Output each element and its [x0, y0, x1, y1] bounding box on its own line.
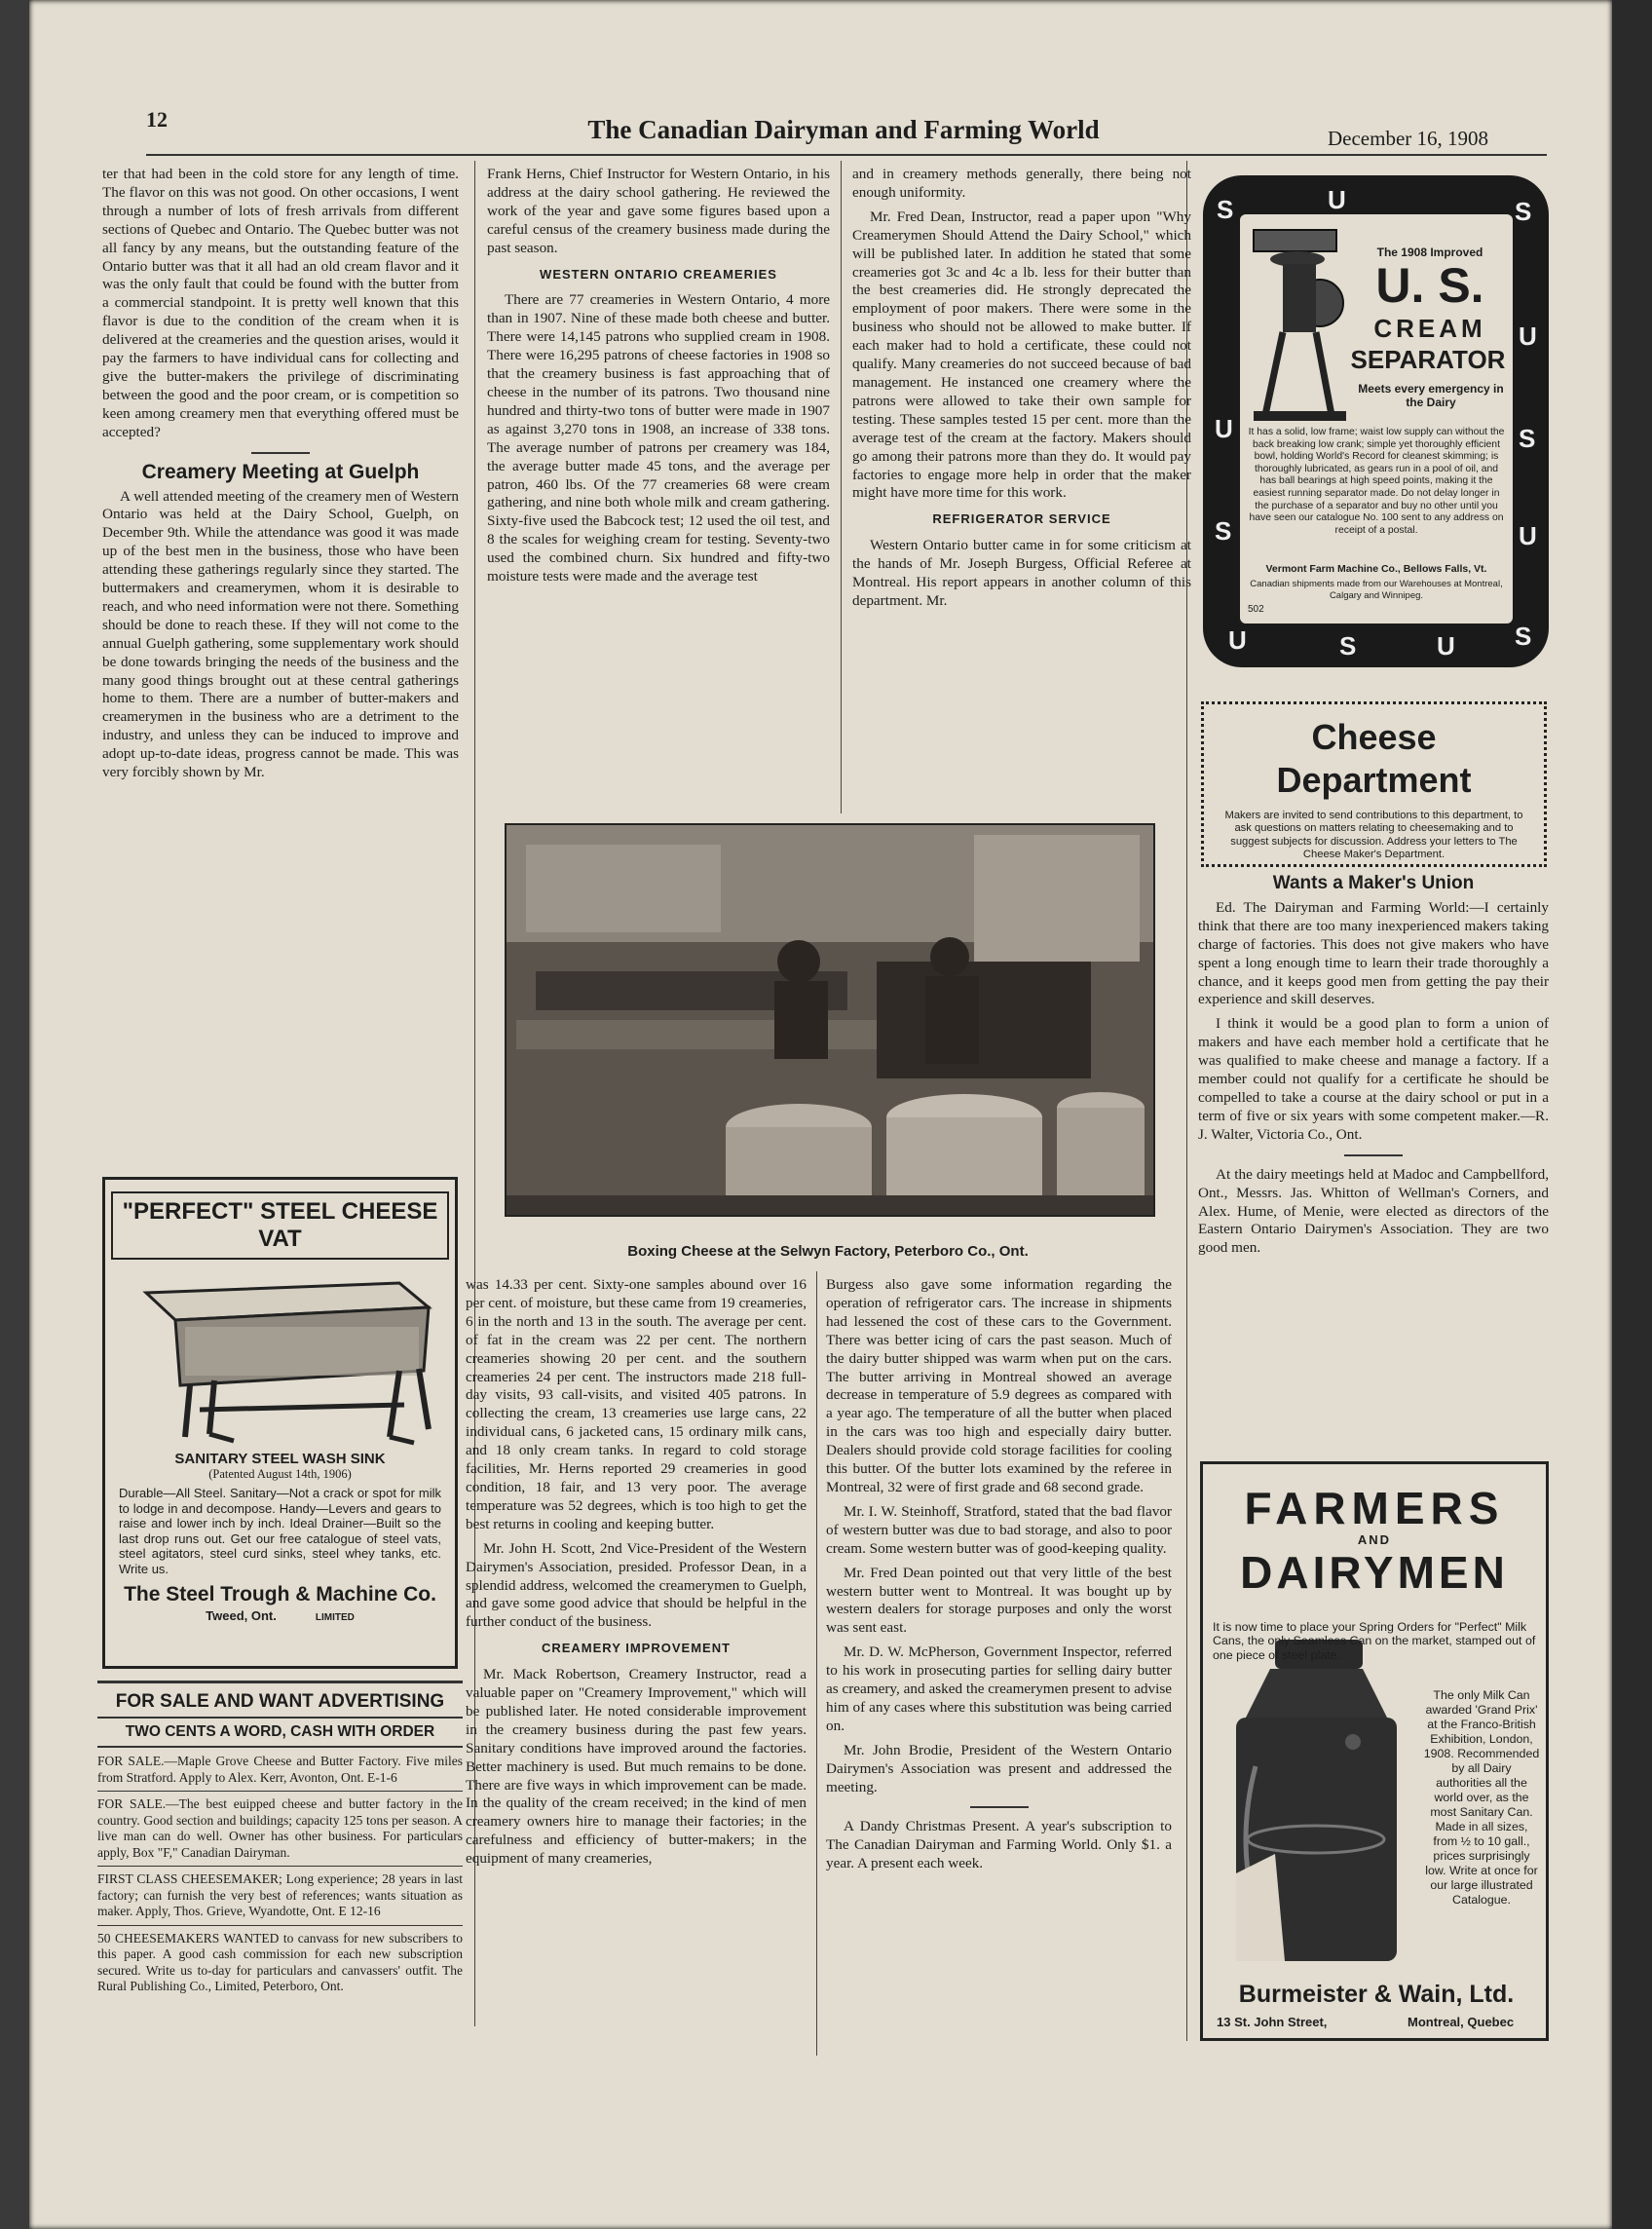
column-2-lower	[466, 1276, 807, 1874]
department-title: Cheese Department	[1276, 717, 1472, 800]
article-paragraph: Mr. Mack Robertson, Creamery Instructor, read a valuable paper on "Creamery Improvement," which will be published later. He noted considerable improvement in the creamery business during the past few years. Sanitary conditions have improved around the factories. Better machinery is used. But much remains to be done. There are five ways in which improvement can be made. In the quality of the cream received; in the kind of men creamery owners hire to manage their factories; in the carefulness and efficiency of butter-makers; in the equipment of many creameries,	[466, 1666, 807, 1868]
classified-title: FOR SALE AND WANT ADVERTISING	[115, 1691, 445, 1712]
classified-rate: TWO CENTS A WORD, CASH WITH ORDER	[125, 1723, 435, 1740]
ad-meets: Meets every emergency in the Dairy	[1358, 382, 1504, 409]
ad-frame-letter: S	[1215, 516, 1232, 546]
article-paragraph: Mr. D. W. McPherson, Government Inspector, referred to his work in prosecuting parties for selling dairy butter as creamery, and asked the creamerymen present to advise him of any cases where this substitution was being carried on.	[826, 1643, 1172, 1734]
ad-brand: U. S.	[1375, 258, 1484, 313]
cheese-department-box	[1201, 701, 1547, 867]
wash-sink-illustration	[107, 1264, 453, 1449]
classified-rule	[97, 1746, 463, 1748]
ad-limited: LIMITED	[315, 1611, 355, 1623]
ad-headline: FARMERS	[1244, 1483, 1505, 1533]
ad-frame-letter: U	[1519, 521, 1537, 550]
ad-product-line2: SEPARATOR	[1350, 345, 1506, 374]
ad-street: 13 St. John Street,	[1217, 2015, 1328, 2029]
classified-separator	[97, 1925, 463, 1926]
page-number: 12	[146, 107, 168, 132]
ad-and: AND	[1357, 1532, 1392, 1547]
divider	[251, 452, 310, 454]
article-paragraph: Mr. John Brodie, President of the Western Ontario Dairymen's Association was present and addressed the meeting.	[826, 1741, 1172, 1795]
article-paragraph: Mr. Fred Dean pointed out that very little of the best western butter went to Montreal. It was bought up by western dealers for storage purposes and only the worst was sent east.	[826, 1564, 1172, 1637]
ad-subtitle: SANITARY STEEL WASH SINK	[174, 1451, 386, 1467]
classified-rule-top	[97, 1681, 463, 1683]
factory-photo	[505, 823, 1155, 1217]
article-paragraph: Mr. John H. Scott, 2nd Vice-President of the Western Dairymen's Association, presided. Professor Dean, in a splendid address, welcomed the creamerymen to Guelph, and gave some good advice that should be helpful in the further conduct of the business.	[466, 1539, 807, 1631]
classified-rule	[97, 1717, 463, 1719]
ad-company: Burmeister & Wain, Ltd.	[1238, 1981, 1515, 2008]
separator-machine-illustration	[1244, 220, 1351, 425]
article-paragraph: There are 77 creameries in Western Ontario, 4 more than in 1907. Nine of these made both cheese and butter. There were 14,145 patrons who supplied cream in 1908. There were 16,295 patrons of cheese factories in 1908 so that the creamery business is fast approaching that of cheese in the number of its patrons. Two thousand nine hundred and thirty-two tons of butter were made in 1907 as against 3,270 tons in 1908, an increase of 338 tons. The average number of patrons per creamery was 184, the average butter made 45 tons, and the average per patron, 460 lbs. Of the 77 creameries 68 were cream gathering, and nine both whole milk and cream gathering. Sixty-five used the Babcock test; 12 used the oil test, and 8 the scales for weighing cream for testing. Seventy-two used the combined churn. Six hundred and fifty-two moisture tests were made and the average test	[487, 291, 830, 586]
ad-frame-letter: U	[1215, 414, 1233, 443]
column-2	[487, 166, 830, 592]
ad-frame-letter: U	[1228, 625, 1247, 655]
ad-frame-letter: S	[1515, 622, 1532, 651]
ad-inner-panel	[1240, 214, 1513, 623]
column-1	[102, 166, 459, 788]
ad-tagline: The 1908 Improved	[1376, 246, 1483, 259]
article-paragraph: I think it would be a good plan to form a union of makers and have each member hold a certificate that he was qualified to make cheese and manage a factory. If a member could not qualify for a certificate he should be compelled to take a course at the dairy school or put in a term of five or six years with some competent maker.—R. J. Walter, Victoria Co., Ont.	[1198, 1015, 1549, 1143]
ad-frame-letter: U	[1437, 631, 1455, 661]
ad-footnote: Canadian shipments made from our Warehouses at Montreal, Calgary and Winnipeg.	[1250, 579, 1503, 601]
ad-steel-cheese-vat	[102, 1177, 458, 1669]
ad-city: Montreal, Quebec	[1408, 2015, 1515, 2029]
ad-burmeister-wain	[1200, 1461, 1549, 2041]
article-paragraph: ter that had been in the cold store for any length of time. The flavor on this was not good. On other occasions, I went through a number of lots of fresh arrivals from different sections of Quebec and Ontario. The Quebec butter was not all fancy by any means, but the outstanding feature of the Ontario butter was that it all had an old cream flavor and it was the only fault that could be found with the butter from a commercial standpoint. It is pretty well known that this flavor is due to the condition of the cream when it is delivered at the creameries and the question arises, would it pay the farmers to have individual cans for collecting and give the butter-makers the privilege of discriminating between the good and the poor cream, or is competition so keen among creamery men that everything offered must be accepted?	[102, 166, 459, 440]
milk-can-illustration	[1217, 1630, 1416, 1971]
article-paragraph: and in creamery methods generally, there being not enough uniformity.	[852, 166, 1191, 201]
article-paragraph: Western Ontario butter came in for some criticism at the hands of Mr. Joseph Burgess, Official Referee at Montreal. His report appears in another column of this department. Mr.	[852, 537, 1191, 609]
classified-separator	[97, 1866, 463, 1867]
ad-code: 502	[1248, 604, 1264, 615]
photo-caption: Boxing Cheese at the Selwyn Factory, Peterboro Co., Ont.	[627, 1243, 1029, 1260]
ad-town: Tweed, Ont.	[206, 1607, 277, 1623]
classified-ad: FOR SALE.—The best euipped cheese and butter factory in the country. Good section and buildings; capacity 125 tons per season. A live man can do well. Owner has other business. For particulars apply, Box "F," Canadian Dairyman.	[97, 1796, 463, 1860]
classified-ad: FOR SALE.—Maple Grove Cheese and Butter Factory. Five miles from Stratford. Apply to Alex. Kerr, Avonton, Ont. E-1-6	[97, 1754, 463, 1785]
page-edge	[1612, 0, 1652, 2229]
article-paragraph: A well attended meeting of the creamery men of Western Ontario was held at the Dairy School, Guelph, on December 9th. While the attendance was good it was made up of the best men in the business, those who have been attending these gatherings regularly since they started. The buttermakers and creamerymen, whom it is desirable to reach, and who need information were not there. Something should be done to reach these. If they will not come to the annual Guelph gathering, some supplementary work should be done towards bringing the needs of the business and the many good things brought out at these central gatherings home to them. There are a number of butter-makers and creamerymen in the business who are a detriment to the industry, and unless they can be induced to improve and adopt up-to-date ideas, progress cannot be made. This was very forcibly shown by Mr.	[102, 487, 459, 781]
department-note: Makers are invited to send contributions to this department, to ask questions on matters relating to cheesemaking and to suggest subjects for discussion. Address your letters to The Cheese Maker's Department.	[1224, 810, 1523, 861]
article-heading: Wants a Maker's Union	[1272, 873, 1475, 893]
article-heading: Creamery Meeting at Guelph	[141, 460, 420, 483]
ad-frame-letter: U	[1519, 321, 1537, 351]
ad-frame-letter: U	[1328, 185, 1346, 214]
classified-ad: FIRST CLASS CHEESEMAKER; Long experience; 28 years in last factory; can furnish the very best of references; wants situation as maker. Apply, Thos. Grieve, Wyandotte, Ont. E 12-16	[97, 1871, 463, 1918]
article-paragraph: At the dairy meetings held at Madoc and Campbellford, Ont., Messrs. Jas. Whitton of Wellman's Corners, and Alex. Hume, of Menie, were elected as directors of the Eastern Ontario Dairymen's Association. They are two good men.	[1198, 1165, 1549, 1257]
ad-product-line1: CREAM	[1373, 314, 1486, 343]
ad-body: It has a solid, low frame; waist low supply can without the back breaking low crank; simple yet thoroughly efficient bowl, holding World's Record for cleanest skimming; is thoroughly lubricated, as gears run in a pool of oil, and has ball bearings at high speed points, making it the easiest running separator made. Do not delay longer in the purchase of a separator and buy no other until you have seen our catalogue No. 100 sent to any address on receipt of a postal.	[1248, 427, 1505, 536]
issue-date: December 16, 1908	[1328, 127, 1489, 150]
subheading: WESTERN ONTARIO CREAMERIES	[540, 266, 777, 282]
ad-title: "PERFECT" STEEL CHEESE VAT	[111, 1191, 449, 1260]
ad-frame-letter: S	[1339, 631, 1357, 661]
ad-headline: DAIRYMEN	[1240, 1547, 1509, 1598]
ad-frame-letter: S	[1515, 197, 1532, 226]
divider	[970, 1806, 1029, 1808]
article-paragraph: Ed. The Dairyman and Farming World:—I certainly think that there are too many inexperienced makers taking charge of factories. This does not give makers who have spent a long enough time to learn their trade thoroughly a chance, and it keeps good men from getting the pay their experience and skill deserves.	[1198, 898, 1549, 1008]
classified-separator	[97, 1791, 463, 1792]
ad-us-cream-separator	[1203, 175, 1549, 667]
ad-frame-letter: S	[1217, 195, 1234, 224]
article-paragraph: Frank Herns, Chief Instructor for Western Ontario, in his address at the dairy school gathering. He reviewed the work of the year and gave some figures based upon a careful census of the creamery business made during the past season.	[487, 166, 830, 256]
divider	[1344, 1154, 1403, 1156]
ad-company: Vermont Farm Machine Co., Bellows Falls, Vt.	[1265, 563, 1487, 575]
masthead-title: The Canadian Dairyman and Farming World	[587, 115, 1100, 144]
header-rule	[146, 154, 1547, 156]
ad-body: Durable—All Steel. Sanitary—Not a crack or spot for milk to lodge in and decompose. Handy—Levers and gears to raise and lower inch by inch. Ideal Drainer—Built so the last drop runs out. Get our free catalogue of steel vats, steel agitators, steel curd sinks, steel whey tanks, etc. Write us.	[119, 1486, 441, 1576]
ad-patent: (Patented August 14th, 1906)	[208, 1467, 352, 1481]
article-paragraph: A Dandy Christmas Present. A year's subscription to The Canadian Dairyman and Farming World. Only $1. a year. A present each week.	[826, 1818, 1172, 1872]
ad-intro-text: It is now time to place your Spring Orders for "Perfect" Milk Cans, the only Seamless Can on the market, stamped out of one piece of steel plate.	[1213, 1620, 1536, 1662]
classified-section	[97, 1681, 463, 1995]
ad-company: The Steel Trough & Machine Co.	[124, 1582, 436, 1606]
column-3-lower	[826, 1276, 1172, 1879]
ad-body: The only Milk Can awarded 'Grand Prix' at the Franco-British Exhibition, London, 1908. Recommended by all Dairy authorities all the world over, as the most Sanitary Can. Made in all sizes, from ½ to 10 gall., prices surprisingly low. Write at once for our large illustrated Catalogue.	[1423, 1688, 1540, 1907]
photo-illustration	[507, 825, 1153, 1215]
ad-intro	[1213, 1620, 1542, 1662]
article-paragraph: Mr. I. W. Steinhoff, Stratford, stated that the bad flavor of western butter was due to bad storage, and also to poor cream. Some western butter was of good-keeping quality.	[826, 1502, 1172, 1557]
classified-ad: 50 CHEESEMAKERS WANTED to canvass for new subscribers to this paper. A good cash commission for each new subscription secured. Write us to-day for particulars and canvassers' outfit. The Rural Publishing Co., Limited, Peterboro, Ont.	[97, 1930, 463, 1993]
column-3	[852, 166, 1191, 617]
article-paragraph: Burgess also gave some information regarding the operation of refrigerator cars. The increase in shipments had lessened the cost of these cars to the Government. There was better icing of cars the past season. Much of the dairy butter shipped was warm when put on the cars. The butter arriving in Montreal showed an average decrease in temperature of 5.9 degrees as compared with a year ago. The temperature of all the butter when placed in the cars was too high and especially dairy butter. Dealers should provide cold storage facilities for cooling this butter. Of the butter lots examined by the referee in Montreal, 32 were of first grade and 68 second grade.	[826, 1276, 1172, 1495]
article-paragraph: was 14.33 per cent. Sixty-one samples abound over 16 per cent. of moisture, but these came from 19 creameries, 6 in the north and 13 in the south. The average per cent. of fat in the cream was 22 per cent. The northern creameries showing 20 per cent. and the southern creameries 24 per cent. The instructors made 218 full-day visits, 93 call-visits, and visited 405 patrons. In collecting the cream, 13 creameries use large cans, 22 individual cans, 6 jacketed cans, 15 ordinary milk cans, and 18 only cream tanks. In regard to cold storage facilities, Mr. Herns reported 29 creameries in good condition, 18 fair, and 13 very poor. The average temperature was 52 degrees, which is too high to get the best returns in cooling and keeping butter.	[466, 1276, 807, 1532]
subheading: REFRIGERATOR SERVICE	[932, 511, 1111, 527]
column-divider	[816, 1271, 817, 2056]
column-4	[1198, 875, 1549, 1264]
article-paragraph: Mr. Fred Dean, Instructor, read a paper upon "Why Creamerymen Should Attend the Dairy School," which will be published later. In addition he stated that some creameries got 3c and 4c a lb. less for their butter than the best creameries did. He strongly deprecated the employment of poor makers. There were some in the business who should not be allowed to make butter. If each maker had to hold a certificate, these could not qualify. Many creameries do not succeed because of bad management. He instanced one creamery where the patrons were allowed to take their own sample for testing. These samples tested 15 per cent. more than the average test of the cream at the factory. Makers should go among their patrons more than they do. It would pay factories to engage more help in order that the maker might have more time for this work.	[852, 208, 1191, 502]
column-divider	[841, 161, 842, 813]
subheading: CREAMERY IMPROVEMENT	[541, 1641, 732, 1656]
ad-frame-letter: S	[1519, 424, 1536, 453]
